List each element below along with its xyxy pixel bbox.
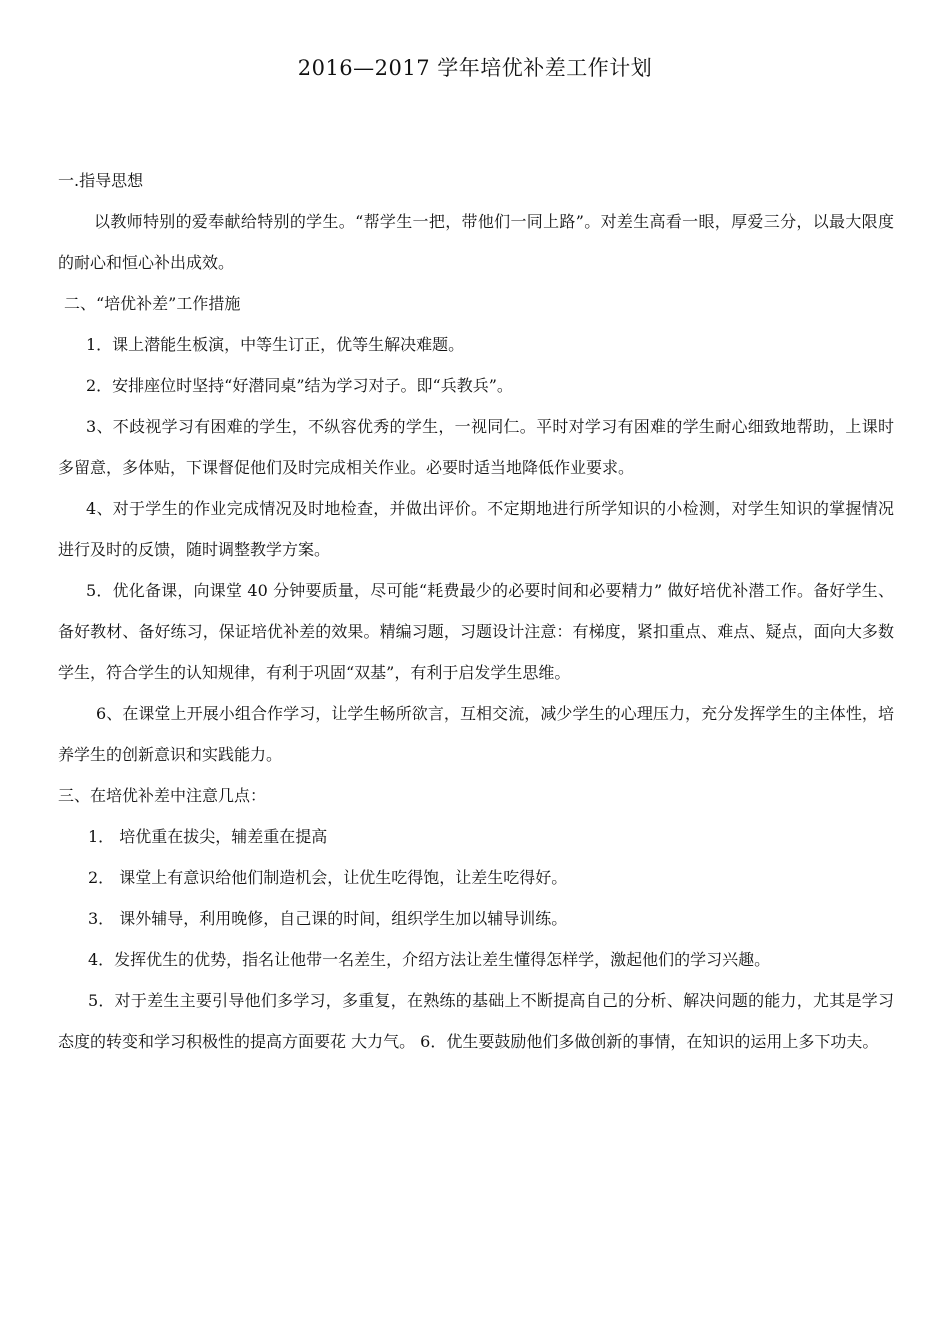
section-2-item-5: 5．优化备课，向课堂 40 分钟要质量，尽可能“耗费最少的必要时间和必要精力” 做好培优补潜工作。备好学生、备好教材、备好练习，保证培优补差的效果。精编习题，习题设计注意：有梯度，紧扣重点、难点、疑点，面向大多数学生，符合学生的认知规律，有利于巩固“双基”，有利于启发学生思维。	[58, 581, 894, 682]
section-2-item-6: 6、在课堂上开展小组合作学习，让学生畅所欲言，互相交流，减少学生的心理压力，充分发挥学生的主体性，培养学生的创新意识和实践能力。	[58, 704, 894, 764]
section-3-item-1: 1． 培优重在拔尖，辅差重在提高	[88, 827, 328, 846]
section-3-item-5: 5．对于差生主要引导他们多学习，多重复，在熟练的基础上不断提高自己的分析、解决问题的能力，尤其是学习态度的转变和学习积极性的提高方面要花 大力气。 6．优生要鼓励他们多做创新的事情，在知识的运用上多下功夫。	[58, 991, 894, 1051]
section-2-item-3: 3、不歧视学习有困难的学生，不纵容优秀的学生，一视同仁。平时对学习有困难的学生耐心细致地帮助，上课时多留意，多体贴，下课督促他们及时完成相关作业。必要时适当地降低作业要求。	[58, 417, 894, 477]
section-2-item-2: 2．安排座位时坚持“好潜同桌”结为学习对子。即“兵教兵”。	[86, 376, 513, 395]
section-1-heading: 一.指导思想	[58, 171, 144, 190]
section-2-heading: 二、“培优补差”工作措施	[64, 294, 241, 313]
document-title: 2016—2017 学年培优补差工作计划	[297, 56, 653, 80]
section-3-item-3: 3． 课外辅导，利用晚修，自己课的时间，组织学生加以辅导训练。	[88, 909, 568, 928]
section-1-paragraph: 以教师特别的爱奉献给特别的学生。“帮学生一把，带他们一同上路”。对差生高看一眼，厚爱三分，以最大限度的耐心和恒心补出成效。	[58, 212, 894, 272]
section-2-item-4: 4、对于学生的作业完成情况及时地检查，并做出评价。不定期地进行所学知识的小检测，对学生知识的掌握情况进行及时的反馈，随时调整教学方案。	[58, 499, 894, 559]
section-2-item-1: 1．课上潜能生板演，中等生订正，优等生解决难题。	[86, 335, 465, 354]
section-3-item-2: 2． 课堂上有意识给他们制造机会，让优生吃得饱，让差生吃得好。	[88, 868, 568, 887]
document-body	[58, 160, 894, 1062]
section-3-heading: 三、在培优补差中注意几点：	[58, 786, 267, 805]
section-3-item-4: 4．发挥优生的优势，指名让他带一名差生，介绍方法让差生懂得怎样学，激起他们的学习兴趣。	[88, 950, 771, 969]
